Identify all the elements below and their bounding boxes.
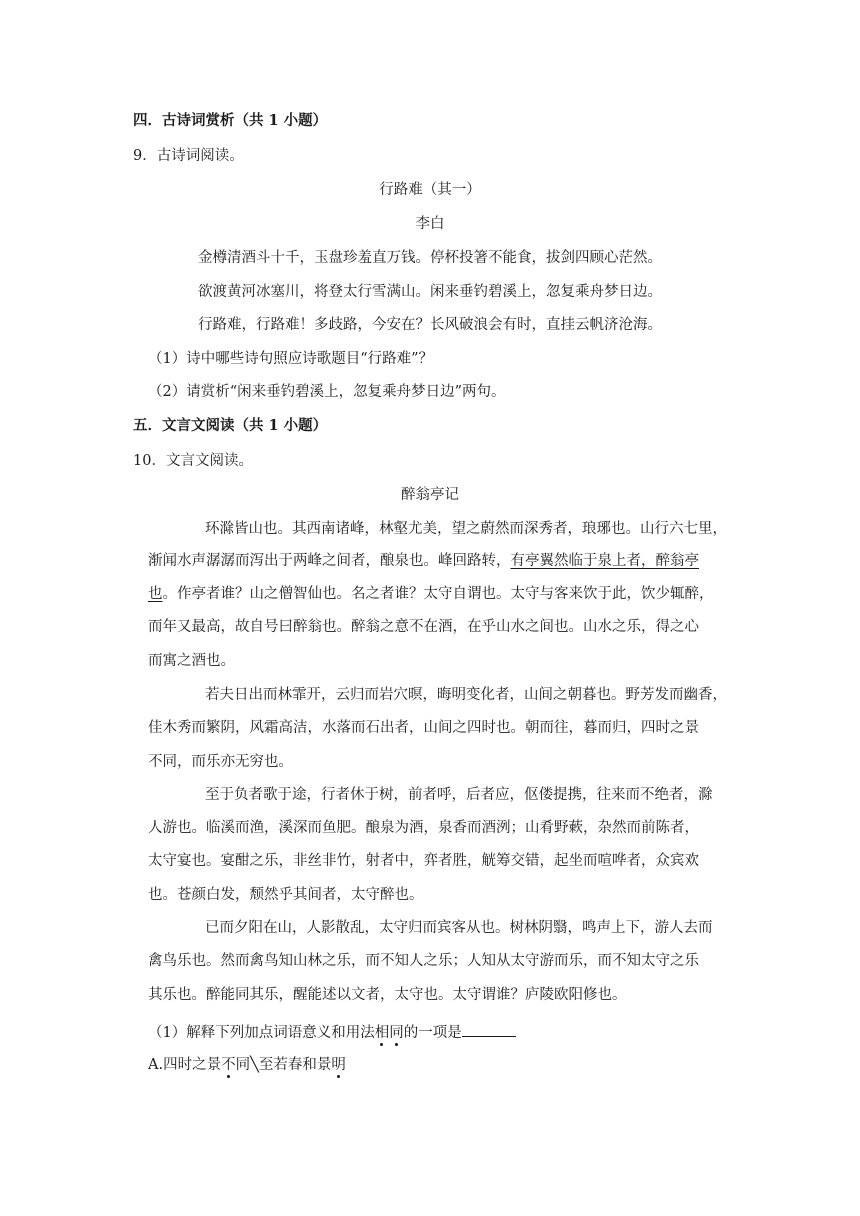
passage-line xyxy=(148,551,699,571)
dotted-char: 相 xyxy=(374,1025,390,1041)
option-text: 同╲至若春和景 xyxy=(235,1057,332,1073)
passage-line: 太守宴也。宴酣之乐，非丝非竹，射者中，弈者胜，觥筹交错，起坐而喧哗者，众宾欢 xyxy=(148,853,699,869)
passage-line: 禽鸟乐也。然而禽鸟知山林之乐，而不知人之乐；人知从太守游而乐，而不知太守之乐 xyxy=(148,953,699,969)
passage-line: 而年又最高，故自号曰醉翁也。醉翁之意不在酒，在乎山水之间也。山水之乐，得之心 xyxy=(148,619,699,635)
question-10-sub-1 xyxy=(148,1020,516,1043)
dotted-char: 不 xyxy=(221,1057,236,1073)
underlined-sentence: 有亭翼然临于泉上者，醉翁亭 xyxy=(510,553,699,569)
question-10-stem: 10．文言文阅读。 xyxy=(133,453,253,469)
dotted-char: 同 xyxy=(389,1025,404,1041)
dotted-char: 明 xyxy=(331,1057,346,1073)
passage-line: 已而夕阳在山，人影散乱，太守归而宾客从也。树林阴翳，鸣声上下，游人去而 xyxy=(205,920,713,936)
passage-title: 醉翁亭记 xyxy=(401,487,459,503)
passage-line: 若夫日出而林霏开，云归而岩穴暝，晦明变化者，山间之朝暮也。野芳发而幽香， xyxy=(205,687,727,703)
passage-line: 环滁皆山也。其西南诸峰，林壑尤美，望之蔚然而深秀者，琅琊也。山行六七里， xyxy=(205,521,727,537)
poem-line-3: 行路难，行路难！多歧路，今安在？长风破浪会有时，直挂云帆济沧海。 xyxy=(198,317,662,333)
passage-text: 渐闻水声潺潺而泻出于两峰之间者，酿泉也。峰回路转， xyxy=(148,553,511,569)
passage-line: 至于负者歌于途，行者休于树，前者呼，后者应，伛偻提携，往来而不绝者，滁 xyxy=(205,787,713,803)
passage-line: 而寓之酒也。 xyxy=(148,653,235,669)
poem-title: 行路难（其一） xyxy=(379,182,481,198)
passage-line: 佳木秀而繁阴，风霜高洁，水落而石出者，山间之四时也。朝而往，暮而归，四时之景 xyxy=(148,720,699,736)
question-9-sub-1: （1）诗中哪些诗句照应诗歌题目“行路难”？ xyxy=(148,351,434,367)
question-text: （1）解释下列加点词语意义和用法 xyxy=(148,1025,375,1041)
section-5-heading: 五．文言文阅读（共 1 小题） xyxy=(133,417,328,434)
passage-line: 也。苍颜白发，颓然乎其间者，太守醉也。 xyxy=(148,887,424,903)
passage-line: 其乐也。醉能同其乐，醒能述以文者，太守也。太守谓谁？庐陵欧阳修也。 xyxy=(148,987,627,1003)
option-a xyxy=(148,1055,346,1075)
passage-line: 不同，而乐亦无穷也。 xyxy=(148,754,293,770)
passage-line xyxy=(148,584,714,604)
section-4-heading: 四．古诗词赏析（共 1 小题） xyxy=(133,112,328,129)
question-9-stem: 9．古诗词阅读。 xyxy=(133,148,244,164)
poem-line-1: 金樽清酒斗十千，玉盘珍羞直万钱。停杯投箸不能食，拔剑四顾心茫然。 xyxy=(198,250,662,266)
question-text: 的一项是 xyxy=(403,1025,462,1041)
underlined-sentence-end: 也 xyxy=(148,586,163,602)
poem-author: 李白 xyxy=(415,216,445,232)
answer-blank[interactable] xyxy=(462,1020,516,1037)
passage-line: 人游也。临溪而渔，溪深而鱼肥。酿泉为酒，泉香而酒洌；山肴野蔌，杂然而前陈者， xyxy=(148,820,699,836)
poem-line-2: 欲渡黄河冰塞川，将登太行雪满山。闲来垂钓碧溪上，忽复乘舟梦日边。 xyxy=(198,284,662,300)
question-9-sub-2: （2）请赏析“闲来垂钓碧溪上，忽复乘舟梦日边”两句。 xyxy=(148,384,506,400)
passage-text: 。作亭者谁？山之僧智仙也。名之者谁？太守自谓也。太守与客来饮于此，饮少辄醉， xyxy=(162,586,714,602)
option-text: A.四时之景 xyxy=(148,1057,222,1073)
